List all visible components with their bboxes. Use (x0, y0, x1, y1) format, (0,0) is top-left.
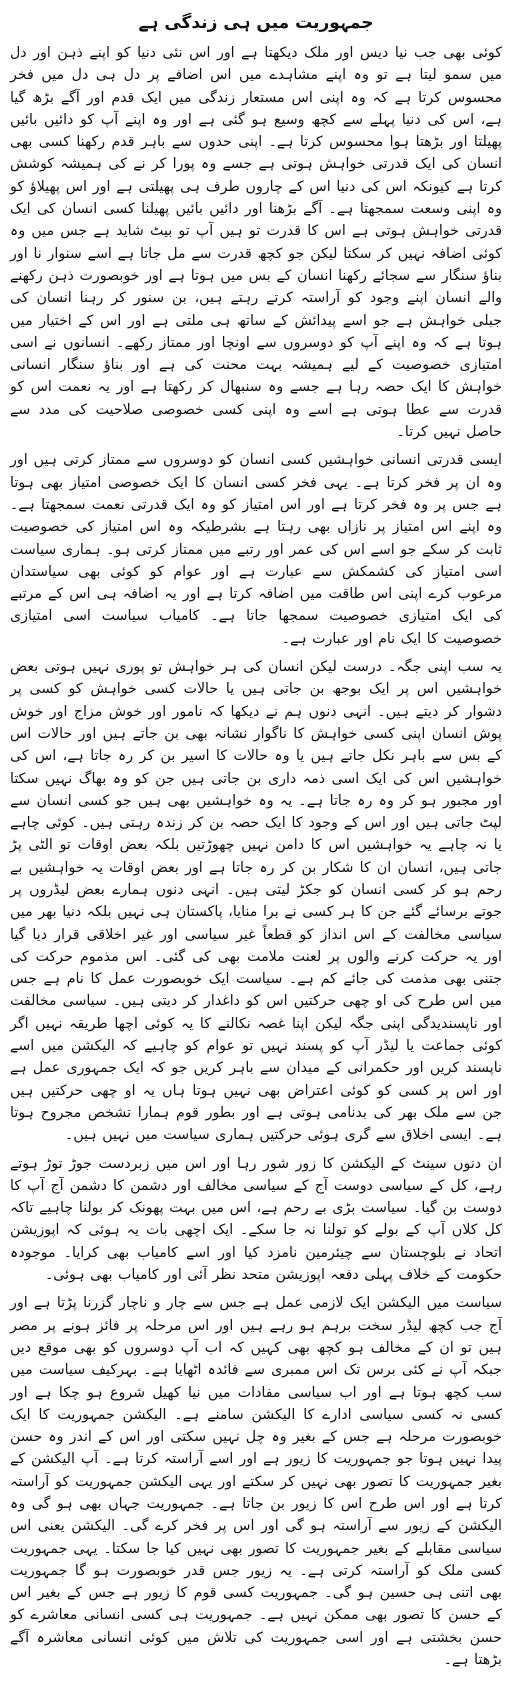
article-title: جمہوریت میں ہی زندگی ہے (138, 13, 374, 33)
article-paragraph-5: سیاست میں الیکشن ایک لازمی عمل ہے جس سے چار و ناچار گزرنا پڑتا ہے اور آج جب کچھ لیڈر سخت برہم ہو رہے ہیں اور اس مرحلہ پر فائز ہونے پر مصر ہیں تو ان کے مخالف ہو کچھ بھی کہیں کہ اب آپ دوسروں کو بھی موقع دیں جبکہ آپ نے کئی برس تک اس ممبری سے فائدہ اٹھایا ہے۔ بہرکیف سیاست میں سب کچھ ہوتا ہے اور اب سیاسی مفادات میں نیا کھیل شروع ہو چکا ہے اور کسی نہ کسی سیاسی ادارے کا الیکشن سامنے ہے۔ الیکشن جمہوریت کا ایک خوبصورت مرحلہ ہے جس کے بغیر وہ چل نہیں سکتی اور اس کے اندر وہ حسن پیدا نہیں ہوتا جو جمہوریت کا زیور ہے اور اسے آراستہ کرتا ہے۔ آپ الیکشن کے بغیر جمہوریت کا تصور بھی نہیں کر سکتے اور یہی الیکشن جمہوریت کو آراستہ کرتا ہے اور اس طرح اس کا زیور بن جاتا ہے۔ جمہوریت جہاں بھی ہو گی وہ الیکشن کے زیور سے آراستہ ہو گی اور اس پر فخر کرے گی۔ الیکشن یعنی اس سیاسی مقابلے کے بغیر جمہوریت کا تصور بھی نہیں کیا جا سکتا۔ یہی جمہوریت کسی ملک کو آراستہ کرتی ہے۔ یہ زیور جس قدر خوبصورت ہو گا جمہوریت بھی اتنی ہی حسین ہو گی۔ جمہوریت کسی قوم کا زیور ہے جس کے بغیر اس کے حسن کا تصور بھی ممکن نہیں ہے۔ جمہوریت ہی کسی انسانی معاشرے کو حسن بخشتی ہے اور اسی جمہوریت کی تلاش میں کوئی انسانی معاشرہ آگے بڑھتا ہے۔ (10, 1295, 502, 1669)
article-paragraph-4: ان دنوں سینٹ کے الیکشن کا زور شور رہا اور اس میں زبردست جوڑ توڑ ہوتے رہے، کل کے سیاسی دوست آج کے سیاسی مخالف اور دشمن کا دشمن آج آپ کا دوست بن گیا۔ سیاست بڑی بے رحم ہے، اس میں بہت پھونک کر بولنا چاہیے تاکہ کل کلاں آپ کے بولے کو تولنا نہ جا سکے۔ ایک اچھی بات یہ ہوئی کہ اپوزیشن اتحاد نے بلوچستان سے چیئرمین نامزد کیا اور اسے کامیاب بھی کرایا۔ موجودہ حکومت کے خلاف پہلی دفعہ اپوزیشن متحد نظر آئی اور کامیاب بھی ہوئی۔ (10, 1155, 502, 1284)
article-paragraph-3: یہ سب اپنی جگہ۔ درست لیکن انسان کی ہر خواہش تو پوری نہیں ہوتی بعض خواہشیں اس پر ایک بوجھ بن جاتی ہیں یا حالات کسی خواہش کو کسی پر دشوار کر دیتے ہیں۔ انہی دنوں ہم نے دیکھا کہ نامور اور خوش مزاج اور خوش پوش انسان اپنی کسی خواہش کا ناگوار نشانہ بھی بن جاتے ہیں اور حالات اس کے بس سے باہر نکل جاتے ہیں یا وہ حالات کا اسیر بن کر رہ جاتا ہے، اس کی خواہشیں اس کی ایک اسی ذمہ داری بن جاتی ہیں جن کو وہ بھاگ نہیں سکتا اور مجبور ہو کر وہ رہ جاتا ہے۔ یہ وہ خواہشیں بھی ہیں جو کسی انسان سے لپٹ جاتی ہیں اور اس کے وجود کا ایک حصہ بن کر زندہ رہتی ہیں۔ کوئی چاہے یا نہ چاہے یہ خواہشیں اس کا دامن نہیں چھوڑتیں بلکہ بعض اوقات تو الٹی پڑ جاتی ہیں، انسان ان کا شکار بن کر رہ جاتا ہے اور بعض اوقات یہ خواہشیں بے رحم ہو کر کسی انسان کو جکڑ لیتی ہیں۔ انہی دنوں ہمارے بعض لیڈروں پر جوتے برسائے گئے جن کا ہر کسی نے برا منایا، پاکستان ہی نہیں بلکہ دنیا بھر میں سیاسی مخالفت کے اس انداز کو قطعاً غیر سیاسی اور غیر اخلاقی قرار دیا گیا اور یہ حرکت کرنے والوں پر لعنت ملامت بھی کی گئی۔ اس مذموم حرکت کی جتنی بھی مذمت کی جائے کم ہے۔ سیاست ایک خوبصورت عمل کا نام ہے جس میں اس طرح کی او چھی حرکتیں اس کو داغدار کر دیتی ہیں۔ سیاسی مخالفت اور ناپسندیدگی اپنی جگہ لیکن اپنا غصہ نکالنے کا یہ کوئی اچھا طریقہ نہیں اگر کوئی جماعت یا لیڈر آپ کو پسند نہیں تو عوام کو چاہیے کہ الیکشن میں اسے ناپسند کریں اور حکمرانی کے میدان سے باہر کریں جو کہ ایک جمہوری عمل ہے اور اس پر کسی کو کوئی اعتراض بھی نہیں ہوتا ہاں یہ او چھی حرکتیں ہیں جن سے ملک بھر کی بدنامی ہوتی ہے اور بطور قوم ہمارا تشخص مجروح ہوتا ہے۔ ایسی اخلاق سے گری ہوئی حرکتیں ہماری سیاست میں نہیں ہیں۔ (10, 659, 502, 1144)
article-paragraph-1: کوئی بھی جب نیا دیس اور ملک دیکھتا ہے اور اس نئی دنیا کو اپنے ذہن اور دل میں سمو لیتا ہے تو وہ اپنے مشاہدے میں اس اضافے پر دل ہی دل میں فخر محسوس کرتا ہے کہ وہ اپنی اس مستعار زندگی میں ایک قدم اور آگے بڑھ گیا ہے، اس کی دنیا پہلے سے کچھ وسیع ہو گئی ہے اور وہ اپنے آپ کو دائیں بائیں پھیلتا اور بڑھتا ہوا محسوس کرتا ہے۔ اپنی حدوں سے باہر قدم رکھنا کسی بھی انسان کی ایک قدرتی خواہش ہوتی ہے جسے وہ پورا کر نے کی ہمیشہ کوشش کرتا ہے کیونکہ اس کی دنیا اس کے چاروں طرف ہی پھیلتی ہے اور اس پھیلاؤ کو وہ اپنی وسعت سمجھتا ہے۔ آگے بڑھنا اور دائیں بائیں پھیلنا کسی انسان کی ایک قدرتی خواہش ہوتی ہے اس کا قدرت تو ہیں آپ تو بیٹ شاید ہے جس میں وہ کوئی اضافہ نہیں کر سکتا لیکن جو کچھ قدرت سے مل جاتا ہے اسے سنوار نا اور بناؤ سنگار سے سجائے رکھنا انسان کے بس میں ہوتا ہے اور خوبصورت ذہن رکھنے والے انسان اپنے وجود کو آراستہ کرتے رہتے ہیں، بن سنور کر رہنا انسان کی جبلی خواہش ہے جو اسے پیدائش کے ساتھ ہی ملتی ہے اور اس کے اختیار میں ہوتا ہے کہ وہ اپنے آپ کو دوسروں سے اونچا اور ممتاز رکھے۔ انسانوں نے اسی امتیازی خصوصیت کے لیے ہمیشہ بہت محنت کی ہے اور بناؤ سنگار انسانی خواہش کا ایک حصہ رہا ہے جسے وہ سنبھال کر رکھتا ہے اور یہ نعمت اس کو قدرت سے عطا ہوتی ہے اسے وہ اپنی کسی خصوصی صلاحیت کی مدد سے حاصل نہیں کرتا۔ (10, 45, 502, 441)
article-paragraph-2: ایسی قدرتی انسانی خواہشیں کسی انسان کو دوسروں سے ممتاز کرتی ہیں اور وہ ان پر فخر کرتا ہے۔ یہی فخر کسی انسان کا ایک خصوصی امتیاز بھی ہوتا ہے جس پر وہ فخر کرتا ہے اور اس امتیاز کو وہ ایک قدرتی نعمت سمجھتا ہے۔ وہ اپنے اس امتیاز پر نازاں بھی رہتا ہے بشرطیکہ وہ اس امتیاز کی خصوصیت ثابت کر سکے جو اسے اس کی عمر اور رتبے میں ممتاز کرتی ہو۔ ہماری سیاست اسی امتیاز کی کشمکش سے عبارت ہے اور عوام کو کوئی بھی سیاستدان مرعوب کرے اپنی اس طاقت میں اضافہ کرتا ہے اور یہ اضافہ ہی اس کے مرتبے کی ایک امتیازی خصوصیت سمجھا جاتا ہے۔ کامیاب سیاست اسی امتیازی خصوصیت کا ایک نام اور عبارت ہے۔ (10, 452, 502, 647)
